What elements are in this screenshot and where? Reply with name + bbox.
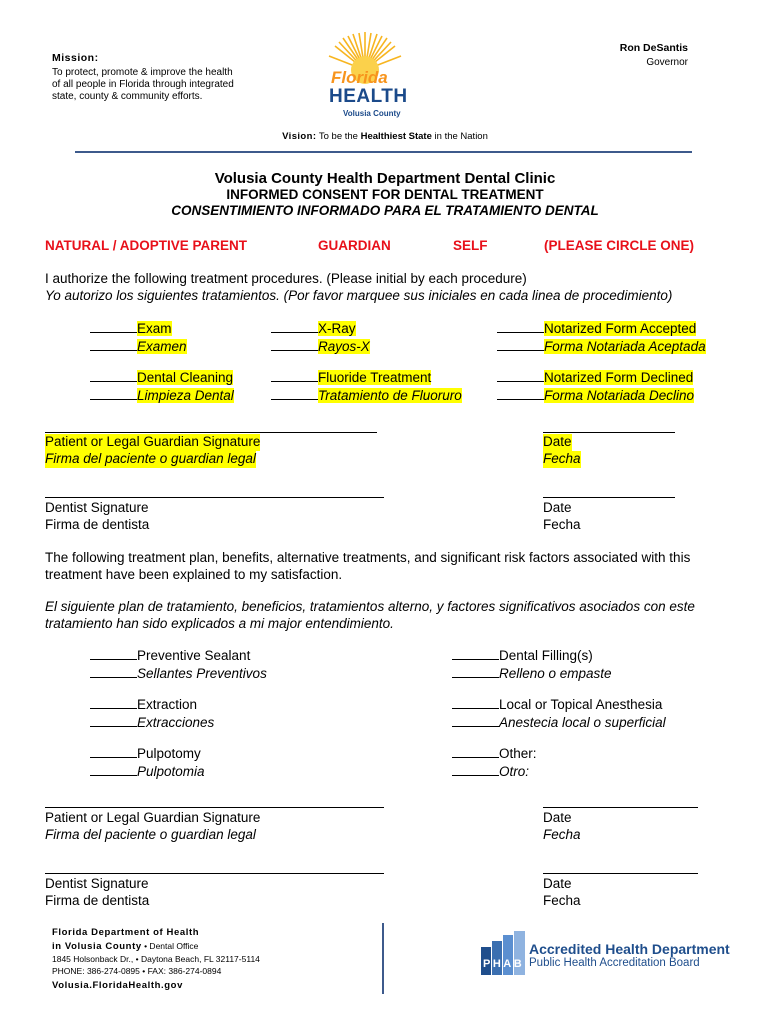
initial-blank[interactable] — [497, 338, 544, 351]
dentist-signature-label-es: Firma de dentista — [45, 893, 150, 908]
treatment-label-es: Relleno o empaste — [499, 665, 612, 681]
initial-blank[interactable] — [90, 320, 137, 333]
initial-blank[interactable] — [90, 387, 137, 400]
procedure-label: Exam — [137, 321, 172, 336]
header-rule — [75, 151, 692, 153]
mission-line: To protect, promote & improve the health — [52, 67, 233, 78]
footer-office: • Dental Office — [141, 941, 199, 951]
footer-county: in Volusia County — [52, 941, 142, 952]
dentist-signature-label: Dentist Signature — [45, 876, 149, 891]
footer-phone: PHONE: 386-274-0895 • FAX: 386-274-0894 — [52, 966, 222, 976]
governor-block — [620, 42, 688, 69]
treatment-label: Local or Topical Anesthesia — [499, 697, 663, 712]
procedure-label: X-Ray — [318, 321, 356, 336]
procedure-label: Notarized Form Declined — [544, 370, 694, 385]
initial-blank[interactable] — [90, 696, 137, 709]
procedure-label-es: Examen — [137, 338, 187, 354]
treatment-label: Pulpotomy — [137, 746, 201, 761]
option-guardian[interactable]: GUARDIAN — [318, 238, 391, 253]
dentist-signature-line[interactable] — [45, 497, 384, 498]
treatment-label-es: Otro: — [499, 763, 530, 779]
treatment-label: Other: — [499, 746, 537, 761]
footer-divider — [382, 923, 384, 994]
initial-blank[interactable] — [271, 320, 318, 333]
treatment-item[interactable] — [452, 745, 537, 780]
initial-blank[interactable] — [452, 714, 499, 727]
treatment-item[interactable] — [452, 696, 666, 731]
date-label-es: Fecha — [543, 451, 581, 466]
initial-blank[interactable] — [271, 387, 318, 400]
initial-blank[interactable] — [452, 696, 499, 709]
explained-text: The following treatment plan, benefits, alternative treatments, and significant risk factors associated with this treatment have been explained to my satisfaction. — [45, 550, 691, 582]
initial-blank[interactable] — [90, 714, 137, 727]
patient-date-line[interactable] — [543, 807, 698, 808]
vision-pre: To be the — [318, 131, 361, 142]
treatment-item[interactable] — [90, 745, 205, 780]
logo-county: Volusia County — [343, 109, 401, 118]
treatment-item[interactable] — [452, 647, 612, 682]
patient-signature-line[interactable] — [45, 432, 377, 433]
governor-name: Ron DeSantis — [619, 42, 688, 54]
procedure-label-es: Limpieza Dental — [137, 387, 234, 403]
phab-letters: PHAB — [483, 958, 525, 970]
initial-blank[interactable] — [90, 338, 137, 351]
footer-website[interactable]: Volusia.FloridaHealth.gov — [52, 980, 183, 991]
procedure-label-es: Tratamiento de Fluoruro — [318, 387, 462, 403]
procedure-item[interactable] — [90, 320, 187, 355]
patient-signature-line[interactable] — [45, 807, 384, 808]
dentist-date-line[interactable] — [543, 497, 675, 498]
procedure-label-es: Forma Notariada Declino — [544, 387, 695, 403]
logo-health: HEALTH — [329, 86, 408, 107]
patient-signature-label: Patient or Legal Guardian Signature — [45, 434, 261, 449]
dentist-signature-line[interactable] — [45, 873, 384, 874]
procedure-label: Fluoride Treatment — [318, 370, 432, 385]
procedure-label: Notarized Form Accepted — [544, 321, 697, 336]
date-label: Date — [543, 810, 572, 825]
explained-text-es: El siguiente plan de tratamiento, beneficios, tratamientos alterno, y factores significativos asociados con este tratamiento han sido explicados a mi major entendimiento. — [45, 599, 695, 631]
date-label: Date — [543, 876, 572, 891]
dentist-date-line[interactable] — [543, 873, 698, 874]
option-natural-parent[interactable]: NATURAL / ADOPTIVE PARENT — [45, 238, 248, 253]
treatment-label: Preventive Sealant — [137, 648, 251, 663]
governor-title: Governor — [646, 57, 688, 68]
patient-signature-label: Patient or Legal Guardian Signature — [45, 810, 261, 825]
procedure-item[interactable] — [497, 369, 694, 404]
treatment-item[interactable] — [90, 647, 267, 682]
clinic-title: Volusia County Health Department Dental Clinic — [214, 170, 556, 187]
initial-blank[interactable] — [452, 745, 499, 758]
consent-title: INFORMED CONSENT FOR DENTAL TREATMENT — [226, 187, 544, 202]
patient-signature-label-es: Firma del paciente o guardian legal — [45, 827, 256, 842]
initial-blank[interactable] — [497, 320, 544, 333]
phab-logo — [481, 931, 730, 975]
treatment-label: Extraction — [137, 697, 198, 712]
florida-health-logo — [325, 30, 408, 122]
dentist-signature-label-es: Firma de dentista — [45, 517, 150, 532]
phab-line2: Public Health Accreditation Board — [529, 957, 700, 969]
mission-line: state, county & community efforts. — [52, 91, 203, 102]
initial-blank[interactable] — [452, 647, 499, 660]
vision-bold: Healthiest State — [360, 131, 432, 142]
initial-blank[interactable] — [90, 745, 137, 758]
initial-blank[interactable] — [497, 387, 544, 400]
procedure-label-es: Rayos-X — [318, 338, 370, 354]
treatment-label-es: Anestecia local o superficial — [499, 714, 666, 730]
patient-date-line[interactable] — [543, 432, 675, 433]
date-label: Date — [543, 500, 572, 515]
initial-blank[interactable] — [90, 763, 137, 776]
circle-instruction: (PLEASE CIRCLE ONE) — [544, 238, 695, 253]
title-block — [0, 170, 770, 219]
patient-signature-label-es: Firma del paciente o guardian legal — [45, 451, 256, 466]
dentist-signature-label: Dentist Signature — [45, 500, 149, 515]
vision-label: Vision: — [282, 131, 317, 142]
procedure-item[interactable] — [90, 369, 234, 404]
authorize-text-es: Yo autorizo los siguientes tratamientos. (Por favor marquee sus iniciales en cada linea de procedimiento) — [45, 288, 673, 303]
initial-blank[interactable] — [452, 763, 499, 776]
option-self[interactable]: SELF — [453, 238, 488, 253]
treatment-label-es: Extracciones — [137, 714, 215, 730]
footer-address-block — [52, 926, 372, 995]
procedure-label-es: Forma Notariada Aceptada — [544, 338, 706, 354]
procedure-label: Dental Cleaning — [137, 370, 234, 385]
footer-address: 1845 Holsonback Dr., • Daytona Beach, FL 32117-5114 — [52, 954, 260, 964]
treatment-label: Dental Filling(s) — [499, 648, 593, 663]
authorize-text: I authorize the following treatment procedures. (Please initial by each procedure) — [45, 271, 527, 286]
date-label: Date — [543, 434, 572, 449]
initial-blank[interactable] — [90, 369, 137, 382]
treatment-label-es: Sellantes Preventivos — [137, 665, 267, 681]
phab-mark — [481, 931, 525, 975]
mission-title: Mission: — [52, 52, 99, 64]
initial-blank[interactable] — [271, 369, 318, 382]
vision-line — [0, 131, 770, 142]
initial-blank[interactable] — [90, 665, 137, 678]
consent-title-es: CONSENTIMIENTO INFORMADO PARA EL TRATAMIENTO DENTAL — [171, 203, 599, 218]
initial-blank[interactable] — [452, 665, 499, 678]
initial-blank[interactable] — [497, 369, 544, 382]
procedure-item[interactable] — [271, 369, 462, 404]
mission-line: of all people in Florida through integrated — [52, 79, 234, 90]
phab-line1: Accredited Health Department — [529, 941, 730, 957]
procedure-item[interactable] — [271, 320, 370, 355]
treatment-label-es: Pulpotomia — [137, 763, 205, 779]
treatment-item[interactable] — [90, 696, 214, 731]
date-label-es: Fecha — [543, 827, 581, 842]
date-label-es: Fecha — [543, 893, 581, 908]
logo-florida: Florida — [331, 68, 388, 87]
initial-blank[interactable] — [90, 647, 137, 660]
footer-dept: Florida Department of Health — [52, 927, 200, 938]
procedure-item[interactable] — [497, 320, 706, 355]
vision-post: in the Nation — [431, 131, 488, 142]
mission-block — [52, 52, 272, 103]
date-label-es: Fecha — [543, 517, 581, 532]
initial-blank[interactable] — [271, 338, 318, 351]
